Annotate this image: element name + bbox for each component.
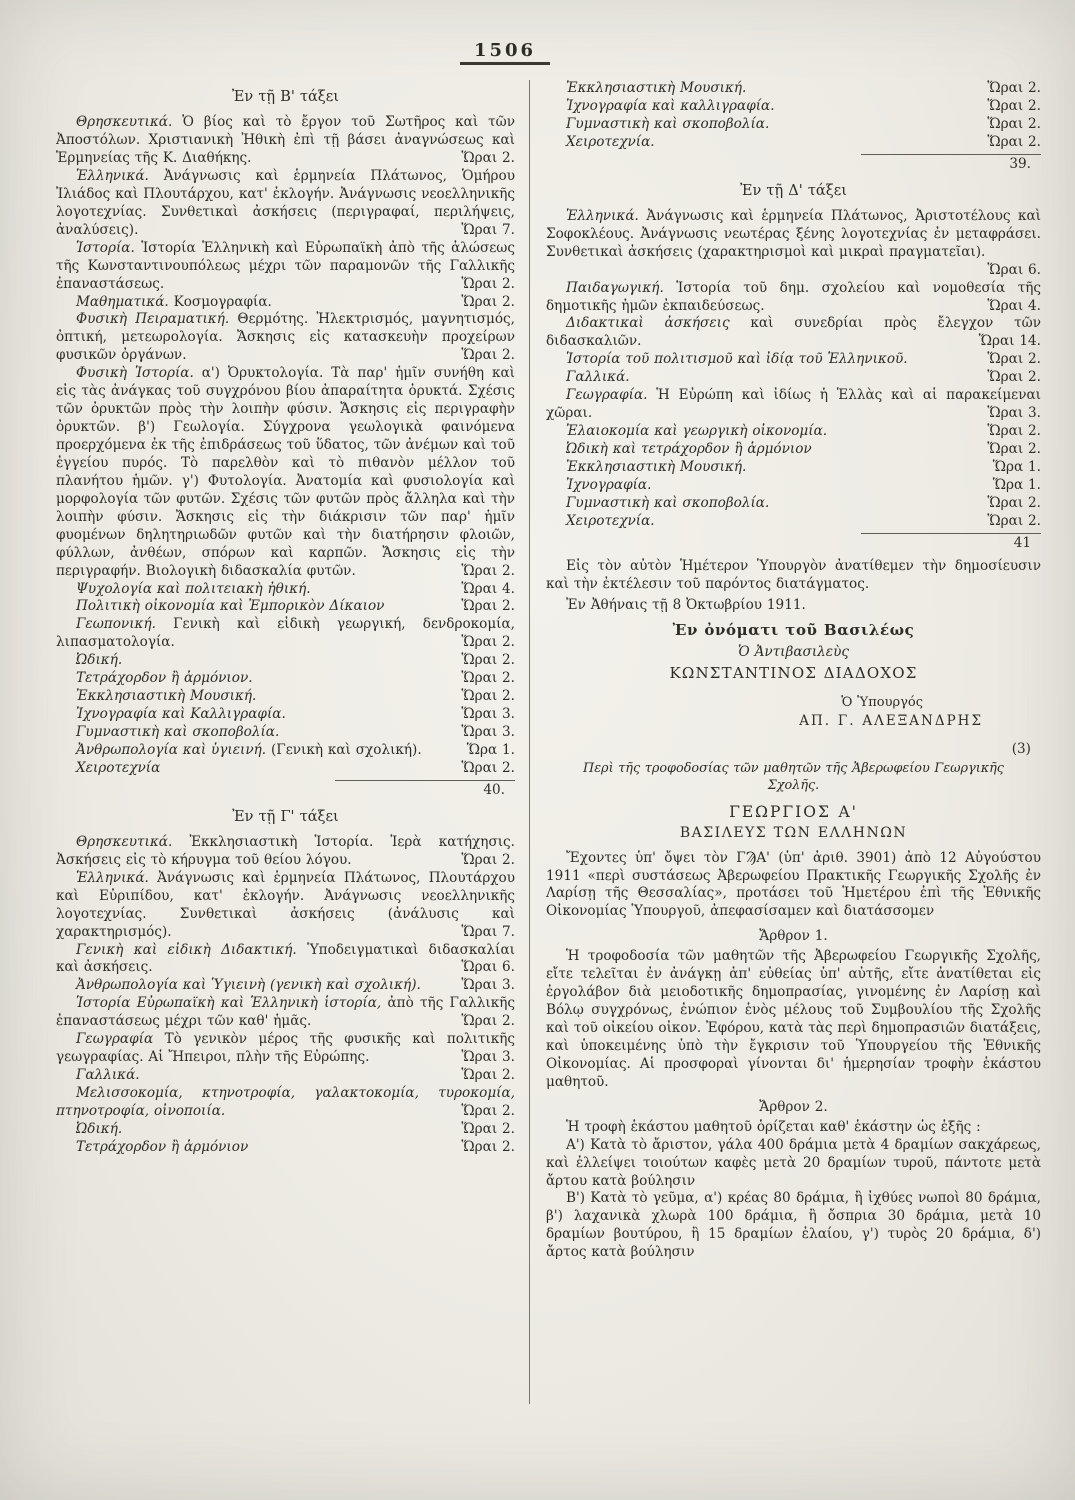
curriculum-entry (546, 387, 1041, 423)
entry-subject: Ἰχνογραφία. (566, 476, 652, 493)
entry-subject: Παιδαγωγική. (566, 279, 664, 296)
class-c-title: Ἐν τῇ Γ' τάξει (232, 808, 339, 825)
entry-hours: Ὥρα 1. (466, 741, 515, 758)
entry-subject: Γεωγραφία. (566, 387, 648, 404)
entry-subject: Τετράχορδον ἢ ἁρμόνιον (76, 1138, 249, 1155)
entry-hours: Ὥραι 2. (461, 1102, 515, 1119)
entry-subject: Ἀνθρωπολογία καὶ ὑγιεινή. (76, 741, 267, 758)
entry-subject: Μαθηματικά. (76, 293, 169, 310)
curriculum-entry (56, 114, 515, 168)
entry-subject: Ὠδική. (76, 1120, 123, 1137)
entry-hours: Ὥραι 2. (987, 369, 1041, 386)
entry-hours: Ὥραι 2. (461, 1067, 515, 1084)
entry-hours: Ὥραι 2. (461, 1120, 515, 1137)
entry-hours: Ὥραι 2. (461, 759, 515, 776)
entry-subject: Γεωγραφία (76, 1031, 154, 1048)
article-2-item-b: Β') Κατὰ τὸ γεῦμα, α') κρέας 80 δράμια, ἢ ἰχθύες νωποὶ 80 δράμια, β') λαχανικὰ χλωρὰ 100 δράμια, ἢ ὄσπρια 30 δράμια, μετὰ 10 δραμίων βουτύρου, ἢ 15 δραμίων ἐλαίου, γ') τυρὸς 20 δράμια, δ') ἄρτος κατὰ βούλησιν (546, 1190, 1041, 1261)
entry-description: Γενικὴ καὶ εἰδικὴ γεωργική, δενδροκομία, λιπασματολογία. (56, 616, 515, 651)
entry-hours: Ὥραι 2. (987, 80, 1041, 96)
curriculum-entry (546, 459, 1041, 477)
curriculum-entry (546, 315, 1041, 351)
entry-subject: Ἀνθρωπολογία καὶ Ὑγιεινὴ (γενικὴ καὶ σχολική). (76, 977, 421, 994)
entry-description: ἀπὸ τῆς Γαλλικῆς ἐπαναστάσεως μέχρι τῶν καθ' ἡμᾶς. (56, 995, 515, 1030)
entry-subject: Ἐκκλησιαστικὴ Μουσική. (76, 688, 257, 705)
entry-hours: Ὥραι 2. (461, 275, 515, 292)
entry-hours: Ὥραι 2. (461, 150, 515, 166)
minister-title: Ὁ Ὑπουργός (841, 694, 923, 710)
entry-hours: Ὥραι 2. (987, 115, 1041, 132)
curriculum-entry (56, 760, 515, 778)
curriculum-entry (56, 168, 515, 240)
entry-subject: Γαλλικά. (566, 369, 630, 386)
entry-hours: Ὥραι 2. (461, 562, 515, 579)
total-value: 40. (335, 780, 515, 800)
in-name-of-king: Ἐν ὀνόματι τοῦ Βασιλέως (672, 621, 915, 640)
class-d-total (546, 533, 1041, 553)
article-1-text: Ἡ τροφοδοσία τῶν μαθητῶν τῆς Ἀβερωφείου Γεωργικῆς Σχολῆς, εἴτε τελεῖται ἐν ἀνάγκῃ ἀπ' εὐθείας ὑπ' αὐτῆς, εἴτε ἀνατίθεται εἰς ἐργολάβον διὰ μειοδοτικῆς δημοπρασίας, γινομένης ἐν Λαρίσῃ καὶ Βόλῳ συγχρόνως, ἐνώπιον ἑνὸς μέλους τοῦ Συμβουλίου τῆς Σχολῆς καὶ τοῦ οἰκείου οἰκον. Ἐφόρου, κατὰ τὰς περὶ δημοπρασιῶν διατάξεις, καὶ ὑποκειμένης ὑπὸ τὴν ἔγκρισιν τοῦ Ὑπουργείου τῆς Ἐθνικῆς Οἰκονομίας. Αἱ προσφοραὶ γίνονται δι' ἡμερησίαν τροφὴν ἑκάστου μαθητοῦ. (546, 948, 1041, 1090)
entry-hours: Ὥραι 3. (461, 724, 515, 740)
right-column (530, 80, 1041, 1404)
entry-subject: Ἰχνογραφία καὶ Καλλιγραφία. (76, 706, 286, 723)
page-number (0, 40, 1010, 65)
entry-description: Ἀνάγνωσις καὶ ἑρμηνεία Πλάτωνος, Ἀριστοτέλους καὶ Σοφοκλέους. Ἀνάγνωσις νεωτέρας ξένης λογοτεχνίας ἐν μεταφράσει. Συνθετικαὶ ἀσκήσεις (χαρακτηρισμοὶ καὶ μικραὶ πραγματεῖαι). (546, 207, 1041, 260)
entry-subject: Ἱστορία τοῦ πολιτισμοῦ καὶ ἰδίᾳ τοῦ Ἑλληνικοῦ. (566, 351, 908, 368)
class-b-title: Ἐν τῇ Β' τάξει (232, 89, 339, 105)
curriculum-entry (546, 116, 1041, 134)
entry-subject: Διδακτικαὶ ἀσκήσεις (566, 315, 730, 332)
entry-hours: Ὥραι 2. (987, 494, 1041, 511)
curriculum-entry (56, 1067, 515, 1085)
entry-hours: Ὥραι 2. (461, 293, 515, 310)
curriculum-entry (56, 706, 515, 724)
entry-hours: Ὥραι 7. (461, 221, 515, 238)
curriculum-entry (546, 208, 1041, 280)
curriculum-entry (546, 280, 1041, 316)
entry-description: Θερμότης. Ἠλεκτρισμός, μαγνητισμός, ὀπτική, μετεωρολογία. Ἄσκησις εἰς κατασκευὴν προχείρων φυσικῶν ὀργάνων. (56, 311, 515, 364)
entry-subject: Γυμναστικὴ καὶ σκοποβολία. (566, 115, 770, 132)
entry-description: Ἐκκλησιαστικὴ Ἱστορία. Ἱερὰ κατήχησις. Ἀσκήσεις εἰς τὸ κήρυγμα τοῦ θείου λόγου. (56, 833, 515, 868)
entry-subject: Γενικὴ καὶ εἰδικὴ Διδακτική. (76, 941, 297, 958)
entry-hours: Ὥραι 2. (461, 851, 515, 868)
entry-hours: Ὥραι 2. (987, 133, 1041, 150)
entry-subject: Ἐλαιοκομία καὶ γεωργικὴ οἰκονομία. (566, 423, 828, 440)
entry-hours: Ὥραι 2. (461, 598, 515, 615)
curriculum-entry (546, 369, 1041, 387)
entry-subject: Θρησκευτικά. (76, 833, 173, 850)
curriculum-entry (56, 616, 515, 652)
curriculum-entry (56, 995, 515, 1031)
entry-hours: Ὥραι 2. (461, 634, 515, 651)
entry-subject: Μελισσοκομία, κτηνοτροφία, γαλακτοκομία, τυροκομία, πτηνοτροφία, οἰνοποιία. (56, 1085, 515, 1119)
total-value: 39. (861, 154, 1041, 174)
class-d-title: Ἐν τῇ Δ' τάξει (740, 182, 847, 199)
content-columns (56, 80, 1041, 1404)
entry-hours: Ὥραι 2. (461, 347, 515, 364)
class-c-continued-entries (546, 80, 1041, 152)
article-2-heading: Ἄρθρον 2. (759, 1098, 828, 1115)
entry-subject: Ψυχολογία καὶ πολιτειακὴ ἠθική. (76, 580, 311, 597)
entry-hours: Ὥραι 2. (461, 688, 515, 705)
class-b-total (56, 780, 515, 800)
entry-subject: Ἑλληνικά. (566, 207, 639, 224)
entry-description: Ὑποδειγματικαὶ διδασκαλίαι καὶ ἀσκήσεις. (56, 941, 515, 976)
entry-subject: Γαλλικά. (76, 1067, 140, 1084)
entry-subject: Χειροτεχνία. (566, 133, 655, 150)
entry-hours: Ὥραι 6. (987, 261, 1041, 278)
minister-name: ΑΠ. Γ. ΑΛΕΞΑΝΔΡΗΣ (799, 713, 983, 730)
curriculum-entry (56, 652, 515, 670)
entry-subject: Ἐκκλησιαστικὴ Μουσική. (566, 458, 747, 475)
class-b-entries (56, 114, 515, 778)
curriculum-entry (546, 513, 1041, 531)
entry-hours: Ὥραι 2. (987, 351, 1041, 368)
entry-description: Κοσμογραφία. (173, 293, 272, 310)
decree-subject: Περὶ τῆς τροφοδοσίας τῶν μαθητῶν τῆς Ἀβερωφείου Γεωργικῆς Σχολῆς. (583, 760, 1004, 793)
page-number-value: 1506 (460, 40, 550, 65)
decree-ref-mark: (3) (1011, 740, 1031, 757)
entry-subject: Γυμναστικὴ καὶ σκοποβολία. (76, 724, 280, 740)
entry-subject: Θρησκευτικά. (76, 114, 173, 131)
total-value: 41 (861, 533, 1041, 553)
class-c-total (546, 154, 1041, 174)
entry-description: Ὁ βίος καὶ τὸ ἔργον τοῦ Σωτῆρος καὶ τῶν Ἀποστόλων. Χριστιανικὴ Ἠθικὴ ἐπὶ τῇ βάσει ἀναγνώσεως καὶ Ἑρμηνείας τῆς Κ. Διαθήκης. (56, 114, 515, 166)
entry-hours: Ὥραι 3. (461, 977, 515, 994)
curriculum-entry (546, 98, 1041, 116)
king-name: ΓΕΩΡΓΙΟΣ Α' (729, 802, 858, 821)
entry-subject: Φυσικὴ Πειραματική. (76, 311, 230, 328)
entry-hours: Ὥραι 2. (987, 512, 1041, 529)
curriculum-entry (56, 834, 515, 870)
curriculum-entry (546, 134, 1041, 152)
entry-hours: Ὥραι 3. (461, 1049, 515, 1066)
article-2-intro: Ἡ τροφὴ ἑκάστου μαθητοῦ ὁρίζεται καθ' ἑκάστην ὡς ἑξῆς : (566, 1118, 981, 1135)
curriculum-entry (56, 581, 515, 599)
entry-subject: Χειροτεχνία. (566, 512, 655, 529)
entry-description: (Γενικὴ καὶ σχολική). (271, 741, 422, 758)
class-c-entries (56, 834, 515, 1157)
entry-subject: Φυσικὴ Ἱστορία. (76, 365, 194, 382)
curriculum-entry (56, 670, 515, 688)
entry-subject: Χειροτεχνία (76, 759, 161, 776)
entry-description: Ἱστορία Ἑλληνικὴ καὶ Εὐρωπαϊκὴ ἀπὸ τῆς ἁλώσεως τῆς Κωνσταντινουπόλεως μέχρι τῶν παραμονῶν τῆς Γαλλικῆς ἐπαναστάσεως. (56, 239, 515, 292)
entry-hours: Ὥραι 14. (978, 333, 1041, 350)
entry-hours: Ὥρα 1. (992, 458, 1041, 475)
regent-name: ΚΩΝΣΤΑΝΤΙΝΟΣ ΔΙΑΔΟΧΟΣ (669, 664, 918, 683)
entry-subject: Ὠδική. (76, 652, 123, 669)
entry-hours: Ὥραι 6. (461, 959, 515, 976)
decree-date-line: Ἐν Ἀθήναις τῇ 8 Ὀκτωβρίου 1911. (566, 596, 806, 613)
entry-hours: Ὥραι 3. (987, 405, 1041, 422)
curriculum-entry (56, 1085, 515, 1121)
entry-subject: Γεωπονική. (76, 616, 156, 633)
entry-description: Ἱστορία τοῦ δημ. σχολείου καὶ νομοθεσία τῆς δημοτικῆς ἡμῶν ἐκπαιδεύσεως. (546, 279, 1041, 314)
entry-hours: Ὥραι 2. (461, 1013, 515, 1030)
entry-description: Ἀνάγνωσις καὶ ἑρμηνεία Πλάτωνος, Πλουτάρχου καὶ Εὐριπίδου, κατ' ἐκλογήν. Ἀνάγνωσις νεοελληνικῆς λογοτεχνίας. Συνθετικαὶ ἀσκήσεις (ἀνάλυσις καὶ χαρακτηρισμός). (56, 869, 516, 940)
curriculum-entry (56, 688, 515, 706)
entry-hours: Ὥραι 7. (461, 923, 515, 940)
curriculum-entry (56, 1139, 515, 1157)
curriculum-entry (546, 80, 1041, 98)
entry-hours: Ὥραι 2. (987, 423, 1041, 440)
curriculum-entry (56, 742, 515, 760)
entry-subject: Ὠδικὴ καὶ τετράχορδον ἢ ἁρμόνιον (566, 441, 812, 457)
curriculum-entry (546, 351, 1041, 369)
entry-hours: Ὥραι 2. (461, 652, 515, 669)
curriculum-entry (56, 598, 515, 616)
curriculum-entry (56, 724, 515, 742)
entry-hours: Ὥραι 3. (461, 706, 515, 723)
curriculum-entry (56, 1121, 515, 1139)
entry-hours: Ὥραι 2. (987, 441, 1041, 457)
curriculum-entry (546, 495, 1041, 513)
entry-hours: Ὥραι 2. (461, 1138, 515, 1155)
curriculum-entry (56, 977, 515, 995)
regent-title: Ὁ Ἀντιβασιλεὺς (738, 644, 849, 661)
entry-hours: Ὥραι 4. (987, 297, 1041, 314)
king-title: ΒΑΣΙΛΕΥΣ ΤΩΝ ΕΛΛΗΝΩΝ (679, 825, 908, 842)
curriculum-entry (56, 942, 515, 978)
article-2-item-a: Α') Κατὰ τὸ ἄριστον, γάλα 400 δράμια μετὰ 4 δραμίων σακχάρεως, καὶ ἐλλείψει τοιούτων καφὲς μετὰ 20 δραμίων τυροῦ, πάντοτε μετὰ ἄρτου κατὰ βούλησιν (546, 1136, 1041, 1189)
entry-description: Ἀνάγνωσις καὶ ἑρμηνεία Πλάτωνος, Ὁμήρου Ἰλιάδος καὶ Πλουτάρχου, κατ' ἐκλογήν. Ἀνάγνωσις νεοελληνικῆς λογοτεχνίας. Συνθετικαὶ ἀσκήσεις (περιγραφαί, περιλήψεις, ἀναλύσεις). (56, 167, 515, 238)
entry-subject: Ἱστορία Εὐρωπαϊκὴ καὶ Ἑλληνικὴ ἱστορία, (76, 995, 382, 1012)
curriculum-entry (56, 1031, 515, 1067)
article-1-heading: Ἄρθρον 1. (759, 928, 828, 945)
curriculum-entry (546, 477, 1041, 495)
left-column (56, 80, 530, 1404)
curriculum-entry (56, 311, 515, 365)
curriculum-entry (56, 240, 515, 294)
entry-description: Τὸ γενικὸν μέρος τῆς φυσικῆς καὶ πολιτικῆς γεωγραφίας. Αἱ Ἤπειροι, πλὴν τῆς Εὐρώπης. (56, 1031, 515, 1066)
entry-hours: Ὥρα 1. (992, 476, 1041, 493)
entry-subject: Τετράχορδον ἢ ἁρμόνιον. (76, 670, 253, 687)
entry-hours: Ὥραι 2. (987, 97, 1041, 114)
curriculum-entry (56, 294, 515, 312)
entry-subject: Ἐκκλησιαστικὴ Μουσική. (566, 80, 747, 96)
entry-subject: Πολιτικὴ οἰκονομία καὶ Ἐμπορικὸν Δίκαιον (76, 598, 385, 615)
entry-subject: Ἱστορία. (76, 239, 135, 256)
entry-description: α') Ὀρυκτολογία. Τὰ παρ' ἡμῖν συνήθη καὶ εἰς τὰς ἀνάγκας τοῦ συγχρόνου βίου ἀπαραίτητα ὀρυκτά. Σχέσις τῶν ὀρυκτῶν πρὸς τὴν λοιπὴν φύσιν. Ἄσκησις εἰς περιγραφὴν ὀρυκτῶν. β') Γεωλογία. Σύγχρονα γεωλογικὰ φαινόμενα προερχόμενα ἐκ τῆς ἐπιδράσεως τοῦ ὕδατος, τῶν ἀνέμων καὶ τοῦ ἐγγείου πυρός. Τὸ παρελθὸν καὶ τὸ πιθανὸν μέλλον τοῦ πλανήτου ἡμῶν. γ') Φυτολογία. Ἀνατομία καὶ φυσιολογία καὶ μορφολογία τῶν φυτῶν. Σχέσις τῶν φυτῶν πρὸς ἄλληλα καὶ τὴν λοιπὴν φύσιν. Ἄσκησις εἰς τὴν διάκρισιν τῶν παρ' ἡμῖν φυομένων δηλητηριωδῶν φυτῶν καὶ τὴν διατήρησιν φλοιῶν, φύλλων, ἀνθέων, σπόρων καὶ καρπῶν. Ἄσκησις εἰς τὴν περιγραφήν. Βιολογικὴ διδασκαλία φυτῶν. (56, 365, 515, 579)
entry-subject: Ἑλληνικά. (76, 167, 149, 184)
entry-hours: Ὥραι 4. (461, 580, 515, 597)
entry-subject: Ἑλληνικά. (76, 869, 149, 886)
entry-description: καὶ συνεδρίαι πρὸς ἔλεγχον τῶν διδασκαλιῶν. (546, 315, 1041, 350)
decree-preamble: Ἔχοντες ὑπ' ὄψει τὸν ΓϠΑ' (ὑπ' ἀριθ. 3901) ἀπὸ 12 Αὐγούστου 1911 «περὶ συστάσεως Ἀβερωφείου Πρακτικῆς Γεωργικῆς Σχολῆς ἐν Λαρίσῃ τῆς Θεσσαλίας», προτάσει τοῦ Ἡμετέρου ἐπὶ τῆς Ἐθνικῆς Οἰκονομίας Ὑπουργοῦ, ἀπεφασίσαμεν καὶ διατάσσομεν (546, 849, 1041, 920)
curriculum-entry (56, 870, 515, 942)
curriculum-entry (546, 423, 1041, 441)
class-d-entries (546, 208, 1041, 531)
entry-hours: Ὥραι 2. (461, 670, 515, 687)
decree-closing-paragraph: Εἰς τὸν αὐτὸν Ἡμέτερον Ὑπουργὸν ἀνατίθεμεν τὴν δημοσίευσιν καὶ τὴν ἐκτέλεσιν τοῦ παρόντος διατάγματος. (546, 557, 1041, 592)
entry-subject: Ἰχνογραφία καὶ καλλιγραφία. (566, 97, 775, 114)
curriculum-entry (546, 441, 1041, 459)
entry-subject: Γυμναστικὴ καὶ σκοποβολία. (566, 494, 770, 511)
entry-description: Ἡ Εὐρώπη καὶ ἰδίως ἡ Ἑλλὰς καὶ αἱ παρακείμεναι χῶραι. (546, 387, 1041, 422)
curriculum-entry (56, 365, 515, 580)
